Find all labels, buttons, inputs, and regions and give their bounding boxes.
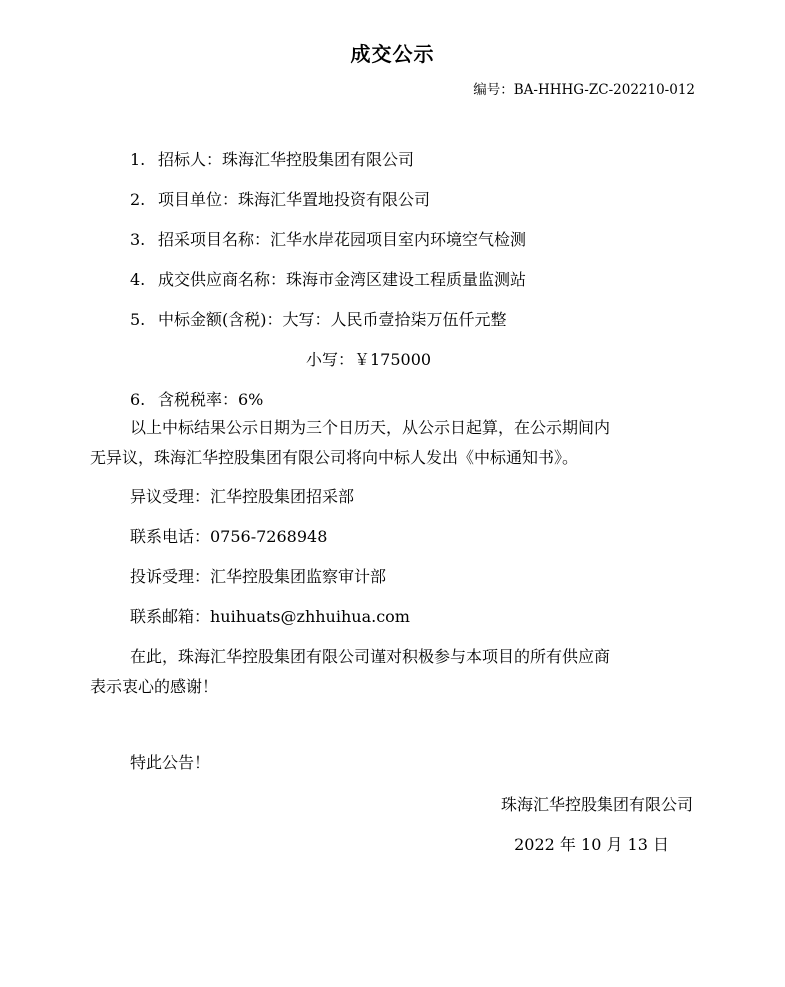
item-text: 项目单位：珠海汇华置地投资有限公司: [158, 190, 431, 209]
signature-company: 珠海汇华控股集团有限公司: [500, 795, 693, 814]
amount-small: 小写：￥175000: [306, 350, 432, 369]
phone-contact: 联系电话：0756-7268948: [130, 527, 328, 546]
objection-contact: 异议受理：汇华控股集团招采部: [130, 487, 355, 506]
item-number: 3.: [130, 230, 146, 249]
item-text: 中标金额(含税)：大写：人民币壹拾柒万伍仟元整: [158, 310, 507, 329]
item-text: 招标人：珠海汇华控股集团有限公司: [158, 150, 415, 169]
email-contact: 联系邮箱：huihuats@zhhuihua.com: [130, 607, 410, 626]
list-item-project-unit: [130, 190, 430, 210]
item-text: 含税税率：6%: [158, 390, 264, 409]
page-title: 成交公示: [350, 42, 435, 66]
list-item-tenderer: [130, 150, 414, 170]
thanks-paragraph-line-2: 表示衷心的感谢！: [90, 677, 219, 696]
list-item-tax-rate: [130, 390, 263, 410]
notice-paragraph-line-1: 以上中标结果公示日期为三个日历天，从公示日起算，在公示期间内: [130, 418, 611, 437]
item-text: 成交供应商名称：珠海市金湾区建设工程质量监测站: [158, 270, 527, 289]
document-number: 编号：BA-HHHG-ZC-202210-012: [473, 82, 695, 98]
list-item-supplier: [130, 270, 526, 290]
item-number: 4.: [130, 270, 146, 289]
item-text: 招采项目名称：汇华水岸花园项目室内环境空气检测: [158, 230, 527, 249]
thanks-paragraph-line-1: 在此，珠海汇华控股集团有限公司谨对积极参与本项目的所有供应商: [130, 647, 611, 666]
item-number: 6.: [130, 390, 146, 409]
closing-statement: 特此公告！: [130, 753, 211, 772]
signature-date: 2022 年 10 月 13 日: [514, 835, 669, 854]
list-item-project-name: [130, 230, 526, 250]
complaint-contact: 投诉受理：汇华控股集团监察审计部: [130, 567, 387, 586]
item-number: 2.: [130, 190, 146, 209]
item-number: 1.: [130, 150, 146, 169]
item-number: 5.: [130, 310, 146, 329]
list-item-bid-amount: [130, 310, 507, 330]
notice-paragraph-line-2: 无异议，珠海汇华控股集团有限公司将向中标人发出《中标通知书》。: [90, 448, 579, 467]
